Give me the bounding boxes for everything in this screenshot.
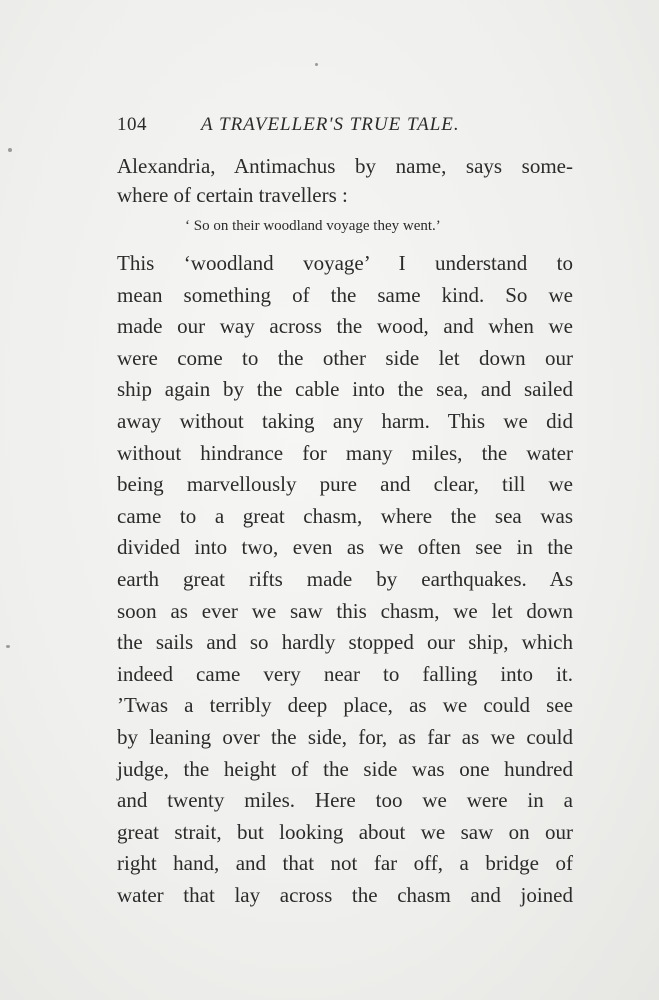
text-line: came to a great chasm, where the sea was [117, 503, 573, 528]
text-line: mean something of the same kind. So we [117, 282, 573, 307]
text-line: This ‘woodland voyage’ I understand to [117, 251, 573, 275]
running-head [117, 112, 577, 138]
text-line: earth great rifts made by earthquakes. As [117, 566, 573, 591]
text-line: made our way across the wood, and when we [117, 314, 573, 339]
text-line: by leaning over the side, for, as far as we could [117, 724, 573, 749]
text-line: Alexandria, Antimachus by name, says some- [117, 154, 573, 178]
paper-speck [315, 63, 318, 66]
text-line: indeed came very near to falling into it. [117, 661, 573, 686]
text-line: divided into two, even as we often see in the [117, 535, 573, 560]
text-line: ’Twas a terribly deep place, as we could see [117, 693, 573, 718]
text-line: right hand, and that not far off, a bridge of [117, 851, 573, 876]
text-line: judge, the height of the side was one hundred [117, 756, 573, 781]
text-line: the sails and so hardly stopped our ship, which [117, 630, 573, 655]
text-line: soon as ever we saw this chasm, we let down [117, 598, 573, 623]
paper-speck [8, 148, 12, 152]
paper-speck [6, 645, 10, 648]
text-line: ship again by the cable into the sea, and sailed [117, 377, 573, 402]
text-line: water that lay across the chasm and joined [117, 882, 573, 907]
page-number: 104 [117, 114, 147, 135]
text-line: and twenty miles. Here too we were in a [117, 788, 573, 813]
text-line: without hindrance for many miles, the water [117, 440, 573, 465]
text-line: being marvellously pure and clear, till we [117, 472, 573, 497]
text-line: away without taking any harm. This we did [117, 408, 573, 433]
body-text [117, 152, 573, 911]
text-line: great strait, but looking about we saw on our [117, 819, 573, 844]
block-quotation: ‘ So on their woodland voyage they went.’ [185, 218, 441, 234]
text-line: were come to the other side let down our [117, 345, 573, 370]
text-line: where of certain travellers : [117, 182, 348, 207]
paragraph [117, 248, 573, 911]
running-title: A TRAVELLER'S TRUE TALE. [201, 114, 460, 135]
